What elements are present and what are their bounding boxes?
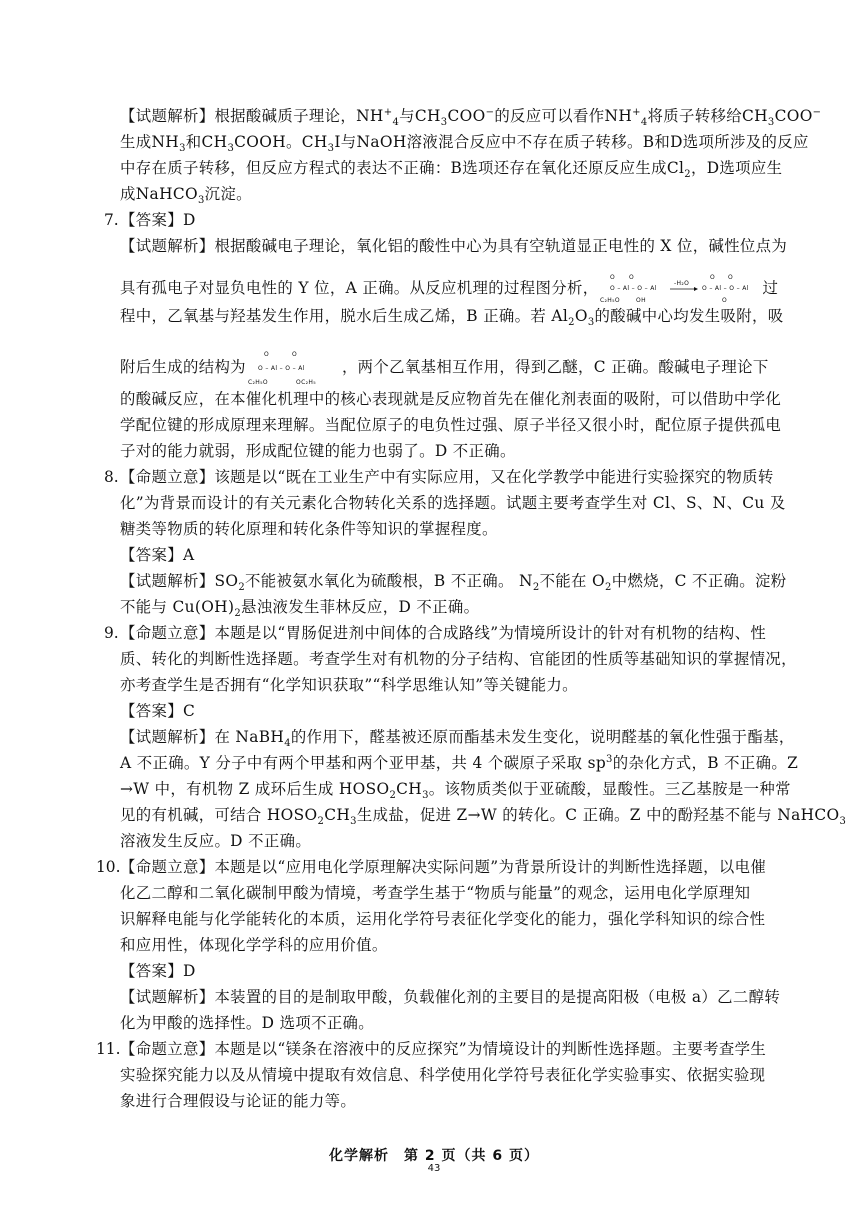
q8-analysis-line-2: 不能与 $Cu(OH)_2$悬浊液发生菲林反应，D 不正确。: [120, 598, 480, 620]
q7-analysis-line-1: 【试题解析】根据酸碱电子理论，氧化铝的酸性中心为具有空轨道显正电性的 X 位，碱性位点为: [120, 237, 788, 255]
diagram1-left-label: C₂H₅O: [600, 297, 621, 304]
q7-analysis-line-3: 程中，乙氧基与羟基发生作用，脱水后生成乙烯，B 正确。若 $Al_2O_3$的酸碱中心均发生吸附，吸: [120, 307, 784, 329]
q10-intent-line-1: 【命题立意】本题是以“应用电化学原理解决实际问题”为背景所设计的判断性选择题，以电催: [120, 858, 767, 876]
svg-text:O: O: [610, 274, 616, 281]
diagram1-right-label: OH: [636, 297, 647, 304]
q8-intent-line-1: 【命题立意】该题是以“既在工业生产中有实际应用，又在化学教学中能进行实验探究的物质转: [120, 468, 774, 486]
q7-analysis-line-5: 的酸碱反应，在本催化机理中的核心表现就是反应物首先在催化剂表面的吸附，可以借助中学化: [120, 390, 782, 408]
q10-answer: 【答案】D: [120, 962, 196, 980]
alumina-reaction-diagram: [598, 272, 762, 306]
q10-number: 10.: [96, 858, 121, 876]
q7-analysis-line-7: 子对的能力就弱，形成配位键的能力也弱了。D 不正确。: [120, 442, 516, 460]
svg-text:O: O: [722, 297, 728, 304]
svg-text:O: O: [263, 351, 270, 358]
q9-number: 9.: [104, 624, 119, 642]
svg-text:O – Al – O – Al: O – Al – O – Al: [610, 285, 658, 292]
q9-analysis-line-1: 【试题解析】在 NaBH$_4$的作用下，醛基被还原而酯基未发生变化，说明醛基的氧化性强于酯基，: [120, 728, 795, 750]
q8-intent-line-2: 化”为背景而设计的有关元素化合物转化关系的选择题。试题主要考查学生对 Cl、S、N、Cu 及: [120, 494, 786, 512]
ether-adsorption-diagram: [246, 348, 342, 388]
q7-analysis-line-6: 学配位键的形成原理来理解。当配位原子的电负性过强、原子半径又很小时，配位原子提供孤电: [120, 416, 782, 434]
q10-analysis-line-2: 化为甲酸的选择性。D 选项不正确。: [120, 1014, 375, 1032]
q9-answer: 【答案】C: [120, 702, 196, 720]
q8-analysis-line-1: 【试题解析】$SO_2$不能被氨水氧化为硫酸根，B 不正确。 $N_2$不能在 $O_2$中燃烧，C 不正确。淀粉: [120, 572, 787, 594]
footer-title: 化学解析 第 2 页（共 6 页）: [329, 1148, 539, 1164]
q7-number: 7.: [104, 211, 119, 229]
diagram2-left-label: C₂H₅O: [247, 379, 268, 386]
q8-answer: 【答案】A: [120, 546, 195, 564]
q8-intent-line-3: 糖类等物质的转化原理和转化条件等知识的掌握程度。: [120, 520, 498, 538]
footer-page-number: 43: [427, 1163, 441, 1174]
q9-intent-line-3: 亦考查学生是否拥有“化学知识获取”“科学思维认知”等关键能力。: [120, 676, 578, 694]
q9-analysis-line-5: 溶液发生反应。D 不正确。: [120, 832, 312, 850]
q9-analysis-line-4: 见的有机碱，可结合 $HOSO_2CH_3$生成盐，促进 Z→W 的转化。C 正确。Z 中的酚羟基不能与 NaHCO$_3$: [120, 806, 847, 828]
svg-text:O: O: [291, 351, 298, 358]
q6-analysis-line-4: 成NaHCO$_3$沉淀。: [120, 185, 252, 207]
q6-analysis-line-3: 中存在质子转移，但反应方程式的表达不正确：B选项还存在氧化还原反应生成$Cl_2$，D选项应生: [120, 159, 783, 181]
q7-analysis-line-2: 具有孤电子对显负电性的 Y 位，A 正确。从反应机理的过程图分析， O O O – Al – O – Al C₂H₅O OH -H₂O O O O – Al – O – Al O 过: [120, 274, 779, 304]
diagram1-arrow-label: -H₂O: [674, 280, 690, 287]
q9-analysis-line-2: A 不正确。Y 分子中有两个甲基和两个亚甲基，共 4 个碳原子采取 $sp^3$的杂化方式，B 不正确。Z: [120, 753, 799, 772]
q8-number: 8.: [104, 468, 119, 486]
q7-analysis-line-4: 附后生成的结构为 O O O – Al – O – Al C₂H₅O OC₂H₅ ，两个乙氧基相互作用，得到乙醚，C 正确。酸碱电子理论下: [120, 348, 769, 388]
svg-text:O: O: [710, 274, 716, 281]
q10-intent-line-4: 和应用性，体现化学学科的应用价值。: [120, 936, 388, 954]
q9-intent-line-2: 质、转化的判断性选择题。考查学生对有机物的分子结构、官能团的性质等基础知识的掌握情况，: [120, 650, 797, 668]
q10-intent-line-3: 识解释电能与化学能转化的本质，运用化学符号表征化学变化的能力，强化学科知识的综合性: [120, 910, 766, 928]
q11-number: 11.: [96, 1040, 121, 1058]
q10-analysis-line-1: 【试题解析】本装置的目的是制取甲酸，负载催化剂的主要目的是提高阳极（电极 a）乙二醇转: [120, 988, 781, 1006]
q11-intent-line-3: 象进行合理假设与论证的能力等。: [120, 1092, 357, 1110]
q6-analysis-line-1: 【试题解析】根据酸碱质子理论，$NH^+_4$与$CH_3COO^-$的反应可以看作$NH^+_4$将质子转移给$CH_3COO^-$: [120, 106, 822, 129]
svg-text:O: O: [728, 274, 734, 281]
svg-text:O – Al – O – Al: O – Al – O – Al: [702, 285, 750, 292]
q6-analysis-line-2: 生成$NH_3$和$CH_3COOH$。$CH_3I$与NaOH溶液混合反应中不存在质子转移。B和D选项所涉及的反应: [120, 133, 809, 155]
q7-answer: 【答案】D: [120, 211, 196, 229]
svg-text:O – Al – O – Al: O – Al – O – Al: [257, 365, 305, 372]
q11-intent-line-2: 实验探究能力以及从情境中提取有效信息、科学使用化学符号表征化学实验事实、依据实验现: [120, 1066, 766, 1084]
q10-intent-line-2: 化乙二醇和二氧化碳制甲酸为情境，考查学生基于“物质与能量”的观念，运用电化学原理知: [120, 884, 751, 902]
svg-text:O: O: [629, 274, 635, 281]
q9-analysis-line-3: →W 中，有机物 Z 成环后生成 $HOSO_2CH_3$。该物质类似于亚硫酸，显酸性。三乙基胺是一种常: [120, 780, 791, 802]
diagram2-right-label: OC₂H₅: [295, 379, 316, 386]
q9-intent-line-1: 【命题立意】本题是以“胃肠促进剂中间体的合成路线”为情境所设计的针对有机物的结构、性: [120, 624, 767, 642]
q11-intent-line-1: 【命题立意】本题是以“镁条在溶液中的反应探究”为情境设计的判断性选择题。主要考查学生: [120, 1040, 767, 1058]
